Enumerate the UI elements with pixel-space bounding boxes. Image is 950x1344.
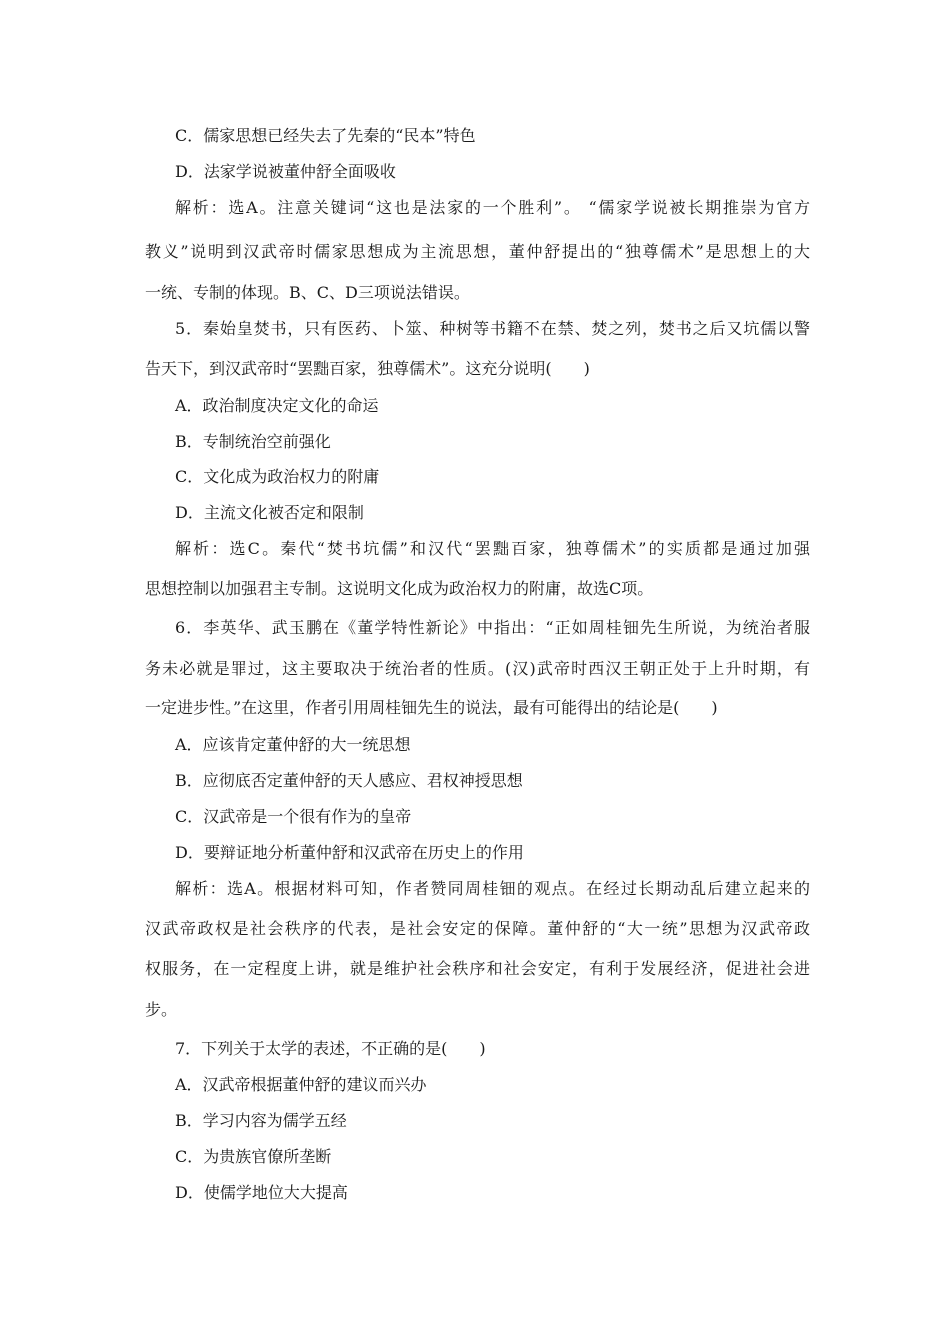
analysis-4-line-3: 一统、专制的体现。B、C、D三项说法错误。: [145, 283, 470, 302]
question-6-line-3: 一定进步性。”在这里，作者引用周桂钿先生的说法，最有可能得出的结论是( ): [145, 698, 718, 717]
option-4c: C．儒家思想已经失去了先秦的“民本”特色: [175, 126, 476, 145]
analysis-6-line-1: 解析：选A。根据材料可知，作者赞同周桂钿的观点。在经过长期动乱后建立起来的: [175, 879, 810, 898]
option-5a: A．政治制度决定文化的命运: [175, 396, 379, 415]
option-6b: B．应彻底否定董仲舒的天人感应、君权神授思想: [175, 771, 523, 790]
option-5d: D．主流文化被否定和限制: [175, 503, 364, 522]
question-6-line-2: 务未必就是罪过，这主要取决于统治者的性质。(汉)武帝时西汉王朝正处于上升时期，有: [145, 659, 810, 678]
option-5c: C．文化成为政治权力的附庸: [175, 467, 380, 486]
analysis-6-line-4: 步。: [145, 1000, 178, 1019]
option-5b: B．专制统治空前强化: [175, 432, 331, 451]
option-4d: D．法家学说被董仲舒全面吸收: [175, 162, 396, 181]
option-7a: A．汉武帝根据董仲舒的建议而兴办: [175, 1075, 427, 1094]
analysis-6-line-3: 权服务，在一定程度上讲，就是维护社会秩序和社会安定，有利于发展经济，促进社会进: [145, 959, 810, 978]
question-5-line-1: 5．秦始皇焚书，只有医药、卜筮、种树等书籍不在禁、焚之列，焚书之后又坑儒以警: [175, 319, 810, 338]
option-7d: D．使儒学地位大大提高: [175, 1183, 348, 1202]
question-7: 7．下列关于太学的表述，不正确的是( ): [175, 1039, 486, 1058]
question-6-line-1: 6．李英华、武玉鹏在《董学特性新论》中指出：“正如周桂钿先生所说，为统治者服: [175, 618, 810, 637]
option-6d: D．要辩证地分析董仲舒和汉武帝在历史上的作用: [175, 843, 524, 862]
analysis-6-line-2: 汉武帝政权是社会秩序的代表，是社会安定的保障。董仲舒的“大一统”思想为汉武帝政: [145, 919, 810, 938]
analysis-5-line-1: 解析：选C。秦代“焚书坑儒”和汉代“罢黜百家，独尊儒术”的实质都是通过加强: [175, 539, 810, 558]
question-5-line-2: 告天下，到汉武帝时“罢黜百家，独尊儒术”。这充分说明( ): [145, 359, 590, 378]
analysis-5-line-2: 思想控制以加强君主专制。这说明文化成为政治权力的附庸，故选C项。: [145, 579, 654, 598]
option-7b: B．学习内容为儒学五经: [175, 1111, 347, 1130]
option-7c: C．为贵族官僚所垄断: [175, 1147, 332, 1166]
analysis-4-line-2: 教义”说明到汉武帝时儒家思想成为主流思想，董仲舒提出的“独尊儒术”是思想上的大: [145, 242, 810, 261]
option-6c: C．汉武帝是一个很有作为的皇帝: [175, 807, 412, 826]
option-6a: A．应该肯定董仲舒的大一统思想: [175, 735, 411, 754]
analysis-4-line-1: 解析：选A。注意关键词“这也是法家的一个胜利”。 “儒家学说被长期推崇为官方: [175, 198, 810, 217]
